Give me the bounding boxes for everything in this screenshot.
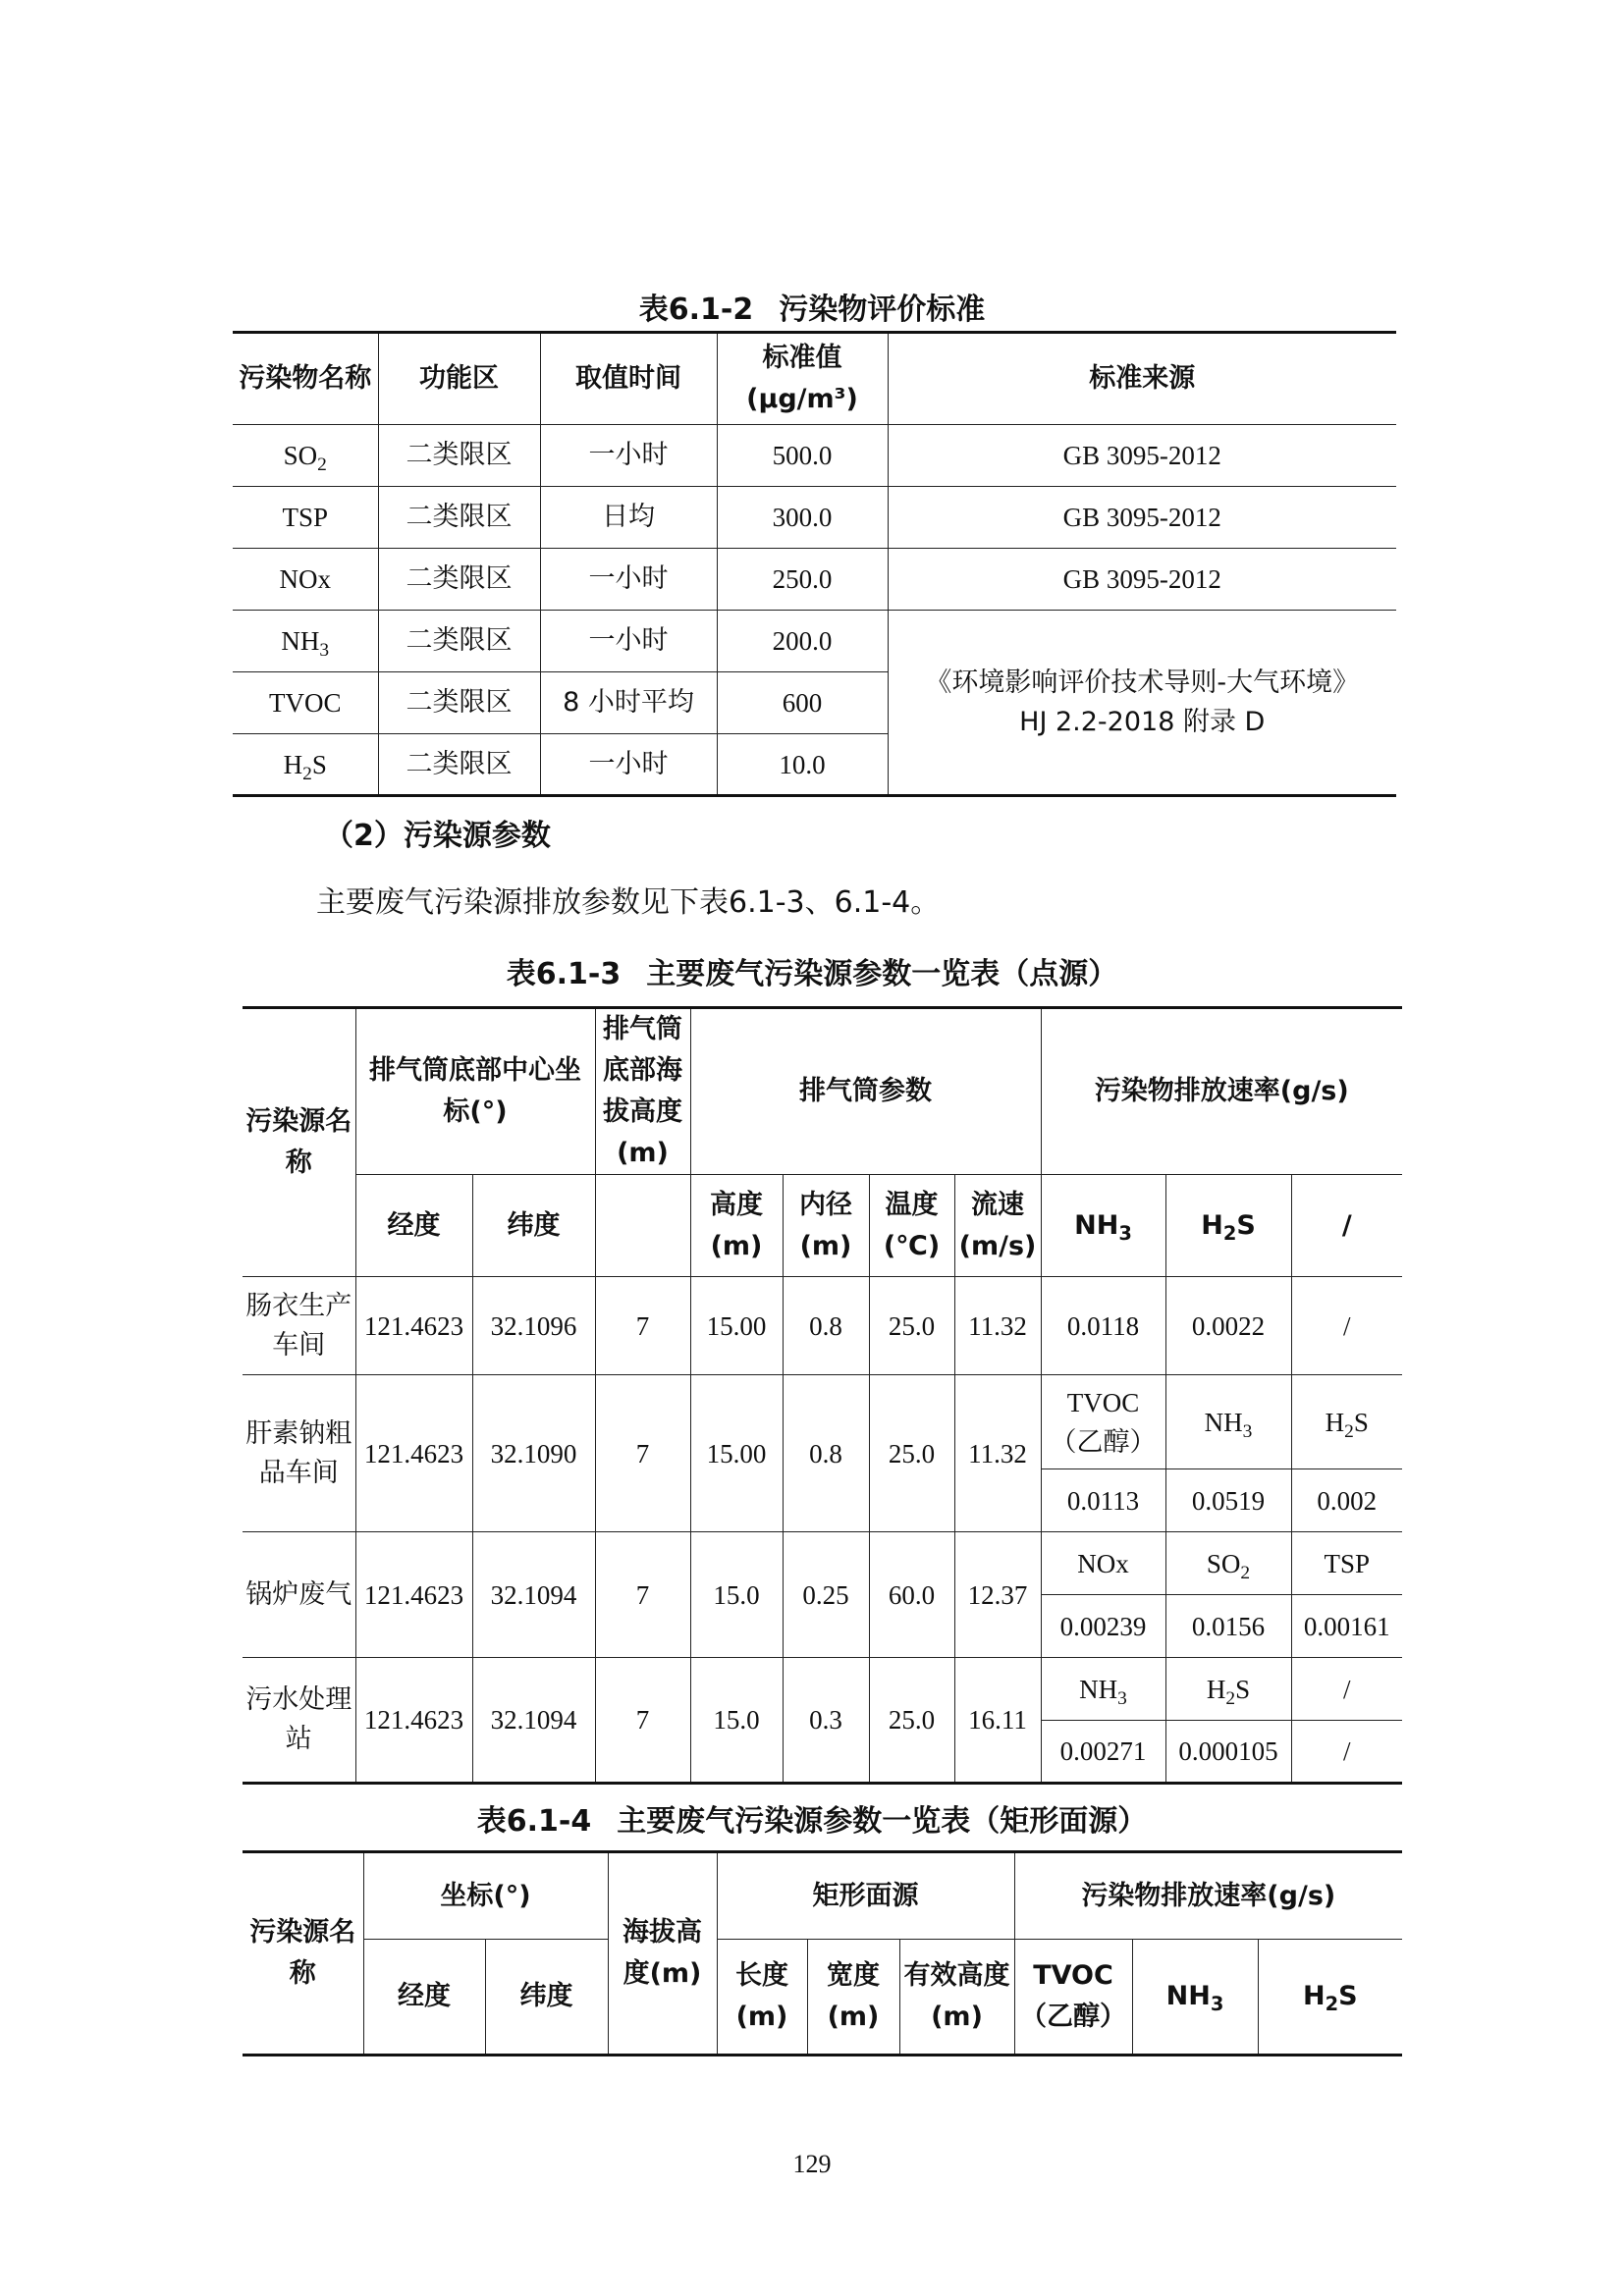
cell-flow: 12.37 [954, 1532, 1041, 1658]
cell-pollutant: TSP [233, 487, 378, 549]
source-line: 《环境影响评价技术导则-大气环境》 [925, 667, 1360, 698]
col-header: 功能区 [378, 333, 540, 425]
cell-diameter: 0.8 [783, 1277, 869, 1375]
table-subheader-row [243, 1175, 1402, 1277]
cell-lon: 121.4623 [355, 1658, 472, 1784]
cell-altitude: 7 [595, 1658, 690, 1784]
cell-zone: 二类限区 [378, 487, 540, 549]
cell-height: 15.0 [690, 1658, 783, 1784]
header-unit: (μg/m³) [746, 384, 858, 414]
cell-pollutant: $NH_3$ [233, 611, 378, 672]
cell-flow: 16.11 [954, 1658, 1041, 1784]
col-header-source: 污染源名称 [243, 1008, 355, 1277]
cell-pollutant: $NH_3$ [1165, 1375, 1291, 1469]
caption-number: 表6.1-2 [638, 293, 754, 327]
caption-number: 表6.1-4 [476, 1804, 592, 1839]
col-header-altitude: 海拔高度(m) [608, 1852, 717, 2056]
cell-flow: 11.32 [954, 1277, 1041, 1375]
col-header-coord: 坐标(°) [363, 1852, 608, 1940]
col-header-rect: 矩形面源 [717, 1852, 1014, 1940]
cell-pollutant: $NH_3$ [1041, 1658, 1165, 1721]
col-header-altitude: 排气筒底部海拔高度(m) [595, 1008, 690, 1175]
cell-source-name: 肝素钠粗品车间 [243, 1375, 355, 1532]
cell-zone: 二类限区 [378, 425, 540, 487]
page-number: 129 [792, 2150, 832, 2178]
col-header-rate: 污染物排放速率(g/s) [1014, 1852, 1402, 1940]
point-source-table [243, 1006, 1402, 1785]
cell-altitude: 7 [595, 1375, 690, 1532]
cell-time: 一小时 [540, 611, 717, 672]
caption-title: 主要废气污染源参数一览表（矩形面源） [617, 1804, 1148, 1839]
cell-source: GB 3095-2012 [888, 487, 1396, 549]
col-header-nh3: $NH_3$ [1132, 1940, 1258, 2056]
cell-rate: 0.00161 [1291, 1595, 1402, 1658]
pollutant-standard-table [233, 331, 1396, 797]
cell-time: 8 小时平均 [540, 672, 717, 734]
table-row [233, 611, 1396, 672]
col-header-nh3: $NH_3$ [1041, 1175, 1165, 1277]
table-caption-6-1-4 [0, 1796, 1624, 1840]
cell-zone: 二类限区 [378, 734, 540, 796]
table-header-row [243, 1008, 1402, 1175]
table-subheader-row [243, 1940, 1402, 2056]
col-header-stack: 排气筒参数 [690, 1008, 1041, 1175]
table-row [243, 1375, 1402, 1469]
cell-height: 15.00 [690, 1375, 783, 1532]
cell-lon: 121.4623 [355, 1375, 472, 1532]
cell-pollutant: NOx [1041, 1532, 1165, 1595]
section-heading: （2）污染源参数 [324, 819, 551, 853]
cell-lon: 121.4623 [355, 1277, 472, 1375]
cell-rate: 0.0118 [1041, 1277, 1165, 1375]
cell-lat: 32.1094 [472, 1532, 595, 1658]
table-row [233, 425, 1396, 487]
caption-title: 主要废气污染源参数一览表（点源） [646, 957, 1118, 991]
cell-zone: 二类限区 [378, 611, 540, 672]
empty-cell [595, 1175, 690, 1277]
cell-temperature: 25.0 [869, 1658, 954, 1784]
cell-pollutant: $H_2S$ [233, 734, 378, 796]
cell-source: GB 3095-2012 [888, 549, 1396, 611]
source-line: HJ 2.2-2018 附录 D [1019, 706, 1266, 737]
cell-rate: / [1291, 1277, 1402, 1375]
cell-value: 10.0 [717, 734, 888, 796]
cell-temperature: 25.0 [869, 1375, 954, 1532]
cell-value: 200.0 [717, 611, 888, 672]
cell-diameter: 0.8 [783, 1375, 869, 1532]
cell-altitude: 7 [595, 1532, 690, 1658]
cell-source: GB 3095-2012 [888, 425, 1396, 487]
cell-time: 日均 [540, 487, 717, 549]
cell-pollutant: TVOC [233, 672, 378, 734]
table-caption-6-1-3 [0, 949, 1624, 992]
cell-value: 250.0 [717, 549, 888, 611]
header-line: 标准值 [762, 343, 842, 373]
cell-rate: 0.002 [1291, 1469, 1402, 1532]
col-header-tvoc: TVOC （乙醇） [1014, 1940, 1132, 2056]
table-row [233, 487, 1396, 549]
col-header-lat: 纬度 [485, 1940, 608, 2056]
cell-height: 15.00 [690, 1277, 783, 1375]
cell-source-name: 肠衣生产车间 [243, 1277, 355, 1375]
col-header: 污染物名称 [233, 333, 378, 425]
cell-rate: 0.00271 [1041, 1721, 1165, 1784]
table-header-row [233, 333, 1396, 425]
area-source-table [243, 1850, 1402, 2056]
cell-temperature: 60.0 [869, 1532, 954, 1658]
col-header-lon: 经度 [363, 1940, 485, 2056]
col-header-rate: 污染物排放速率(g/s) [1041, 1008, 1402, 1175]
cell-altitude: 7 [595, 1277, 690, 1375]
cell-flow: 11.32 [954, 1375, 1041, 1532]
col-header-width: 宽度 (m) [807, 1940, 899, 2056]
cell-lat: 32.1094 [472, 1658, 595, 1784]
cell-pollutant: TVOC （乙醇） [1041, 1375, 1165, 1469]
col-header-lon: 经度 [355, 1175, 472, 1277]
cell-temperature: 25.0 [869, 1277, 954, 1375]
col-header-coord: 排气筒底部中心坐标(°) [355, 1008, 595, 1175]
col-header-h2s: $H_2S$ [1165, 1175, 1291, 1277]
body-paragraph: 主要废气污染源排放参数见下表6.1-3、6.1-4。 [316, 885, 941, 920]
cell-value: 300.0 [717, 487, 888, 549]
cell-pollutant: NOx [233, 549, 378, 611]
cell-rate: 0.00239 [1041, 1595, 1165, 1658]
col-header: 标准来源 [888, 333, 1396, 425]
cell-rate: 0.0519 [1165, 1469, 1291, 1532]
cell-zone: 二类限区 [378, 672, 540, 734]
col-header-diameter: 内径 (m) [783, 1175, 869, 1277]
table-caption-6-1-2 [0, 285, 1624, 328]
cell-time: 一小时 [540, 425, 717, 487]
cell-zone: 二类限区 [378, 549, 540, 611]
cell-rate: 0.0113 [1041, 1469, 1165, 1532]
cell-value: 500.0 [717, 425, 888, 487]
col-header-h2s: $H_2S$ [1258, 1940, 1402, 2056]
col-header-length: 长度 (m) [717, 1940, 807, 2056]
table-header-row [243, 1852, 1402, 1940]
col-header-lat: 纬度 [472, 1175, 595, 1277]
cell-time: 一小时 [540, 549, 717, 611]
cell-pollutant: $SO_2$ [1165, 1532, 1291, 1595]
cell-source-name: 污水处理站 [243, 1658, 355, 1784]
col-header: 取值时间 [540, 333, 717, 425]
cell-source-name: 锅炉废气 [243, 1532, 355, 1658]
table-row [233, 549, 1396, 611]
table-row [243, 1277, 1402, 1375]
caption-title: 污染物评价标准 [779, 293, 986, 327]
cell-lon: 121.4623 [355, 1532, 472, 1658]
cell-source-merged [888, 611, 1396, 796]
col-header-temperature: 温度 (℃) [869, 1175, 954, 1277]
table-row [243, 1532, 1402, 1595]
cell-height: 15.0 [690, 1532, 783, 1658]
cell-time: 一小时 [540, 734, 717, 796]
col-header-slash: / [1291, 1175, 1402, 1277]
cell-pollutant: $H_2S$ [1291, 1375, 1402, 1469]
cell-pollutant: $H_2S$ [1165, 1658, 1291, 1721]
cell-pollutant: / [1291, 1658, 1402, 1721]
cell-lat: 32.1096 [472, 1277, 595, 1375]
col-header-flow: 流速 (m/s) [954, 1175, 1041, 1277]
cell-pollutant: $SO_2$ [233, 425, 378, 487]
col-header-height: 高度 (m) [690, 1175, 783, 1277]
table-row [243, 1658, 1402, 1721]
cell-pollutant: TSP [1291, 1532, 1402, 1595]
cell-diameter: 0.25 [783, 1532, 869, 1658]
col-header-source: 污染源名称 [243, 1852, 363, 2056]
cell-rate: 0.0022 [1165, 1277, 1291, 1375]
col-header [717, 333, 888, 425]
cell-lat: 32.1090 [472, 1375, 595, 1532]
cell-value: 600 [717, 672, 888, 734]
col-header-effective-height: 有效高度(m) [899, 1940, 1014, 2056]
cell-diameter: 0.3 [783, 1658, 869, 1784]
caption-number: 表6.1-3 [506, 957, 622, 991]
cell-rate: 0.000105 [1165, 1721, 1291, 1784]
cell-rate: / [1291, 1721, 1402, 1784]
cell-rate: 0.0156 [1165, 1595, 1291, 1658]
